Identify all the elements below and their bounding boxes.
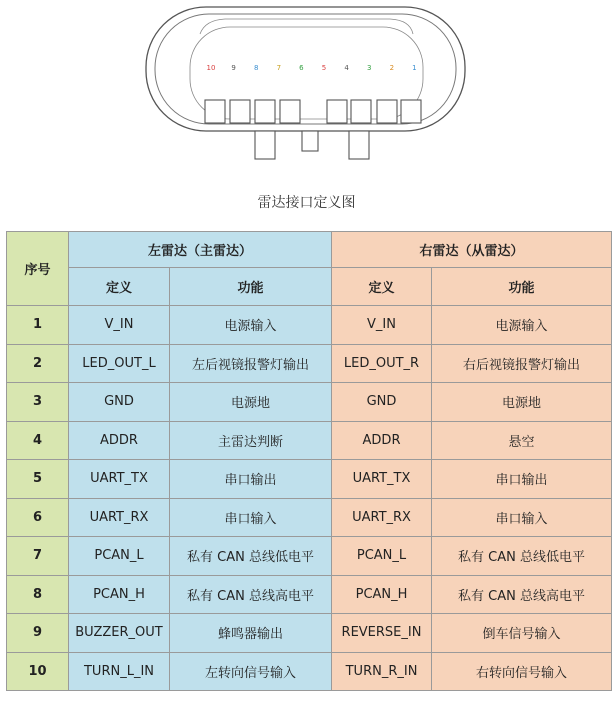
table-row xyxy=(7,460,612,499)
right-pin-function: 右转向信号输入 xyxy=(432,652,612,691)
right-pin-definition: TURN_R_IN xyxy=(332,652,432,691)
left-pin-function: 左转向信号输入 xyxy=(170,652,332,691)
right-pin-definition: PCAN_H xyxy=(332,575,432,614)
pin-number-label: 5 xyxy=(321,64,327,72)
left-radar-header: 左雷达（主雷达） xyxy=(69,232,332,268)
left-pin-function: 串口输入 xyxy=(170,498,332,537)
pin-index: 5 xyxy=(7,460,69,499)
left-pin-definition: LED_OUT_L xyxy=(69,344,170,383)
pin-index: 4 xyxy=(7,421,69,460)
right-pin-function: 悬空 xyxy=(432,421,612,460)
left-pin-function: 串口输出 xyxy=(170,460,332,499)
left-pin-function: 私有 CAN 总线低电平 xyxy=(170,537,332,576)
connector-diagram xyxy=(0,0,613,180)
pin-definition-table xyxy=(6,231,612,691)
left-pin-function: 电源地 xyxy=(170,383,332,422)
pin-index: 6 xyxy=(7,498,69,537)
pin-number-label: 9 xyxy=(231,64,236,72)
left-pin-definition: UART_TX xyxy=(69,460,170,499)
table-row xyxy=(7,344,612,383)
pin-index: 3 xyxy=(7,383,69,422)
diagram-caption: 雷达接口定义图 xyxy=(257,195,356,211)
right-pin-function: 右后视镜报警灯输出 xyxy=(432,344,612,383)
right-pin-function: 电源地 xyxy=(432,383,612,422)
left-pin-definition: ADDR xyxy=(69,421,170,460)
pin-number-label: 1 xyxy=(412,64,417,72)
left-pin-definition: PCAN_H xyxy=(69,575,170,614)
right-pin-definition: LED_OUT_R xyxy=(332,344,432,383)
table-row xyxy=(7,383,612,422)
left-pin-definition: BUZZER_OUT xyxy=(69,614,170,653)
right-pin-definition: V_IN xyxy=(332,306,432,345)
pin-index: 7 xyxy=(7,537,69,576)
pin-index: 9 xyxy=(7,614,69,653)
pin-number-label: 2 xyxy=(389,64,395,72)
pin-index: 2 xyxy=(7,344,69,383)
right-pin-definition: REVERSE_IN xyxy=(332,614,432,653)
table-row xyxy=(7,652,612,691)
right-pin-function: 倒车信号输入 xyxy=(432,614,612,653)
left-pin-definition: PCAN_L xyxy=(69,537,170,576)
right-func-header: 功能 xyxy=(432,268,612,306)
table-row xyxy=(7,421,612,460)
pin-number-label: 7 xyxy=(276,64,282,72)
pin-number-label: 10 xyxy=(206,64,216,72)
left-def-header: 定义 xyxy=(69,268,170,306)
table-row xyxy=(7,498,612,537)
right-pin-function: 私有 CAN 总线高电平 xyxy=(432,575,612,614)
left-pin-function: 左后视镜报警灯输出 xyxy=(170,344,332,383)
pin-index: 8 xyxy=(7,575,69,614)
left-pin-definition: V_IN xyxy=(69,306,170,345)
left-func-header: 功能 xyxy=(170,268,332,306)
right-pin-definition: ADDR xyxy=(332,421,432,460)
left-pin-function: 电源输入 xyxy=(170,306,332,345)
right-def-header: 定义 xyxy=(332,268,432,306)
connector-drawing xyxy=(0,0,613,180)
right-pin-function: 电源输入 xyxy=(432,306,612,345)
pin-index: 10 xyxy=(7,652,69,691)
right-pin-definition: UART_TX xyxy=(332,460,432,499)
right-pin-function: 私有 CAN 总线低电平 xyxy=(432,537,612,576)
table-row xyxy=(7,614,612,653)
left-pin-definition: UART_RX xyxy=(69,498,170,537)
right-pin-definition: UART_RX xyxy=(332,498,432,537)
table-row xyxy=(7,575,612,614)
left-pin-function: 主雷达判断 xyxy=(170,421,332,460)
pin-number-label: 4 xyxy=(344,64,349,72)
pin-index: 1 xyxy=(7,306,69,345)
right-pin-definition: GND xyxy=(332,383,432,422)
table-row xyxy=(7,537,612,576)
left-pin-function: 私有 CAN 总线高电平 xyxy=(170,575,332,614)
right-pin-function: 串口输出 xyxy=(432,460,612,499)
index-header: 序号 xyxy=(7,232,69,306)
right-pin-function: 串口输入 xyxy=(432,498,612,537)
pin-number-label: 8 xyxy=(253,64,259,72)
pin-number-label: 3 xyxy=(366,64,372,72)
table-row xyxy=(7,306,612,345)
pin-number-label: 6 xyxy=(299,64,304,72)
right-pin-definition: PCAN_L xyxy=(332,537,432,576)
left-pin-function: 蜂鸣器输出 xyxy=(170,614,332,653)
left-pin-definition: TURN_L_IN xyxy=(69,652,170,691)
right-radar-header: 右雷达（从雷达） xyxy=(332,232,612,268)
left-pin-definition: GND xyxy=(69,383,170,422)
